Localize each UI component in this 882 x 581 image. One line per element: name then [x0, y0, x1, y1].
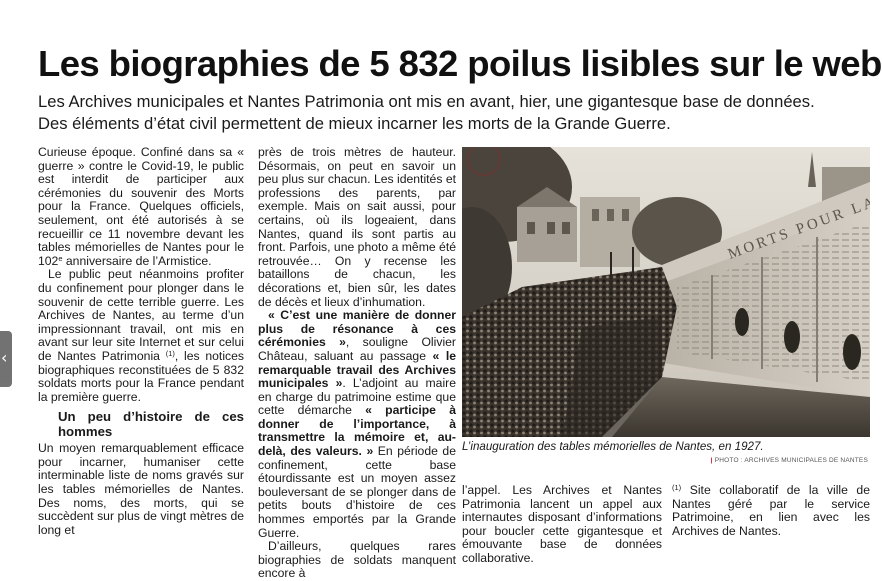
paragraph: D’ailleurs, quelques rares biographies de soldats manquent encore à [258, 539, 456, 581]
article-footnote [672, 484, 870, 538]
footnote: $^{(1)}$ Site collaboratif de la ville de Nantes géré par le service Patrimoine, en lien avec les Archives de Nantes. [672, 483, 870, 538]
paragraph: Un moyen remarquablement efficace pour incarner, humaniser cette interminable liste de noms gravés sur les tables mémorielles de Nantes. Des noms, des morts, qui se succèdent sur plus de vingt mètres de long et [38, 441, 244, 537]
paragraph: « C’est une manière de donner plus de résonance à ces cérémonies », souligne Olivier Château, saluant au passage « le remarquable travail des Archives municipales ». L’adjoint au maire en charge du patrimoine estime que cette démarche « participe à donner de l’importance, à transmettre la mémoire et, au-delà, des valeurs. » En période de confinement, cette base étourdissante est un moyen assez bouleversant de se plonger dans de petits bouts d’histoire de ces hommes emportés par la Grande Guerre. [258, 308, 456, 540]
article-column-3 [462, 484, 662, 566]
paragraph: Curieuse époque. Confiné dans sa « guerre » contre le Covid-19, le public est interdit de participer aux cérémonies du souvenir des Morts pour la France. Quelques officiels, seulement, ont été autorisés à se recueillir ce 11 novembre devant les tables mémorielles de Nantes pour le 102e anniversaire de l’Armistice. [38, 145, 244, 268]
previous-page-cutoff [0, 0, 882, 8]
photo-caption: L’inauguration des tables mémorielles de Nantes, en 1927. [462, 440, 764, 453]
paragraph: près de trois mètres de hauteur. Désormais, on peut en savoir un peu plus sur chacun. Les identités et professions des parents, par exemple. Mais on sait aussi, pour certains, où ils logeaient, dans Nantes, quand ils sont partis au front. Parfois, une photo a même été retrouvée… On y recense les bataillons de chacun, les décorations et, bien sûr, les dates de décès et lieux d’inhumation. [258, 145, 456, 309]
section-subheading: Un peu d’histoire de ces hommes [58, 409, 244, 439]
photo-credit: | PHOTO : ARCHIVES MUNICIPALES DE NANTES [710, 457, 868, 464]
article-column-1 [38, 146, 244, 537]
paragraph: l’appel. Les Archives et Nantes Patrimonia lancent un appel aux internautes disposant d’informations pour boucler cette gigantesque et émouvante base de données collaborative. [462, 483, 662, 565]
previous-page-button[interactable] [0, 331, 12, 387]
paragraph: Le public peut néanmoins profiter du confinement pour plonger dans le souvenir de cette terrible guerre. Les Archives de Nantes, au terme d’un impressionnant travail, ont mis en avant sur leur site Internet et sur celui de Nantes Patrimonia $^{(1)}$, les notices biographiques reconstituées de 5 832 soldats morts pour la France pendant la première guerre. [38, 267, 244, 404]
article-standfirst: Les Archives municipales et Nantes Patrimonia ont mis en avant, hier, une gigantesque base de données. Des éléments d’état civil permettent de mieux incarner les morts de la Grande Guerre. [38, 92, 815, 133]
article-column-2 [258, 146, 456, 581]
article-headline: Les biographies de 5 832 poilus lisibles sur le web [38, 43, 882, 84]
article-photo [462, 147, 870, 437]
chevron-left-icon: ‹ [1, 348, 8, 367]
